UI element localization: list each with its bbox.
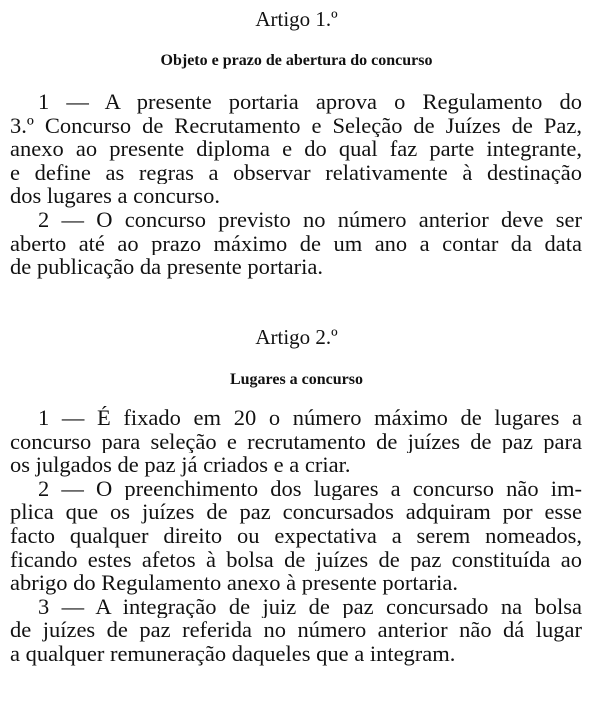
article-2-title: Artigo 2.º — [255, 325, 338, 349]
text-line: aberto até ao prazo máximo de um ano a contar da data — [10, 231, 582, 256]
text-line: 1 — A presente portaria aprova o Regulamento do — [38, 90, 582, 114]
article-2-subtitle: Lugares a concurso — [229, 371, 364, 388]
text-line: 3 — A integração de juiz de paz concursado na bolsa — [38, 594, 582, 619]
text-line: ficando estes afetos à bolsa de juízes de paz constituída ao — [10, 547, 582, 572]
text-line: abrigo do Regulamento anexo à presente portaria. — [10, 571, 458, 595]
text-line: os julgados de paz já criados e a criar. — [10, 453, 351, 477]
text-line: de publicação da presente portaria. — [10, 255, 323, 279]
article-1-paragraph-1 — [0, 90, 593, 208]
text-line: plica que os juízes de paz concursados adquiram por esse — [10, 500, 582, 524]
text-line: 2 — O concurso previsto no número anterior deve ser — [38, 207, 582, 232]
text-line: a qualquer remuneração daqueles que a integram. — [10, 641, 456, 666]
article-2-body — [0, 406, 593, 666]
article-1-body — [0, 90, 593, 279]
article-2-paragraph-1 — [0, 406, 593, 477]
article-2-paragraph-2 — [0, 477, 593, 595]
text-line: 3.º Concurso de Recrutamento e Seleção de Juízes de Paz, — [10, 113, 582, 138]
text-line: 2 — O preenchimento dos lugares a concurso não im- — [38, 476, 582, 501]
text-line: dos lugares a concurso. — [10, 184, 220, 208]
text-line: anexo ao presente diploma e do qual faz parte integrante, — [10, 137, 582, 161]
text-line: e define as regras a observar relativamente à destinação — [10, 160, 582, 185]
article-1-title: Artigo 1.º — [255, 7, 338, 31]
text-line: concurso para seleção e recrutamento de juízes de paz para — [10, 429, 582, 454]
article-2-paragraph-3 — [0, 595, 593, 666]
text-line: de juízes de paz referida no número anterior não dá lugar — [10, 618, 582, 642]
text-line: 1 — É fixado em 20 o número máximo de lugares a — [38, 406, 582, 430]
article-1-paragraph-2 — [0, 208, 593, 279]
text-line: facto qualquer direito ou expectativa a serem nomeados, — [10, 523, 582, 548]
article-1-subtitle: Objeto e prazo de abertura do concurso — [160, 52, 433, 69]
